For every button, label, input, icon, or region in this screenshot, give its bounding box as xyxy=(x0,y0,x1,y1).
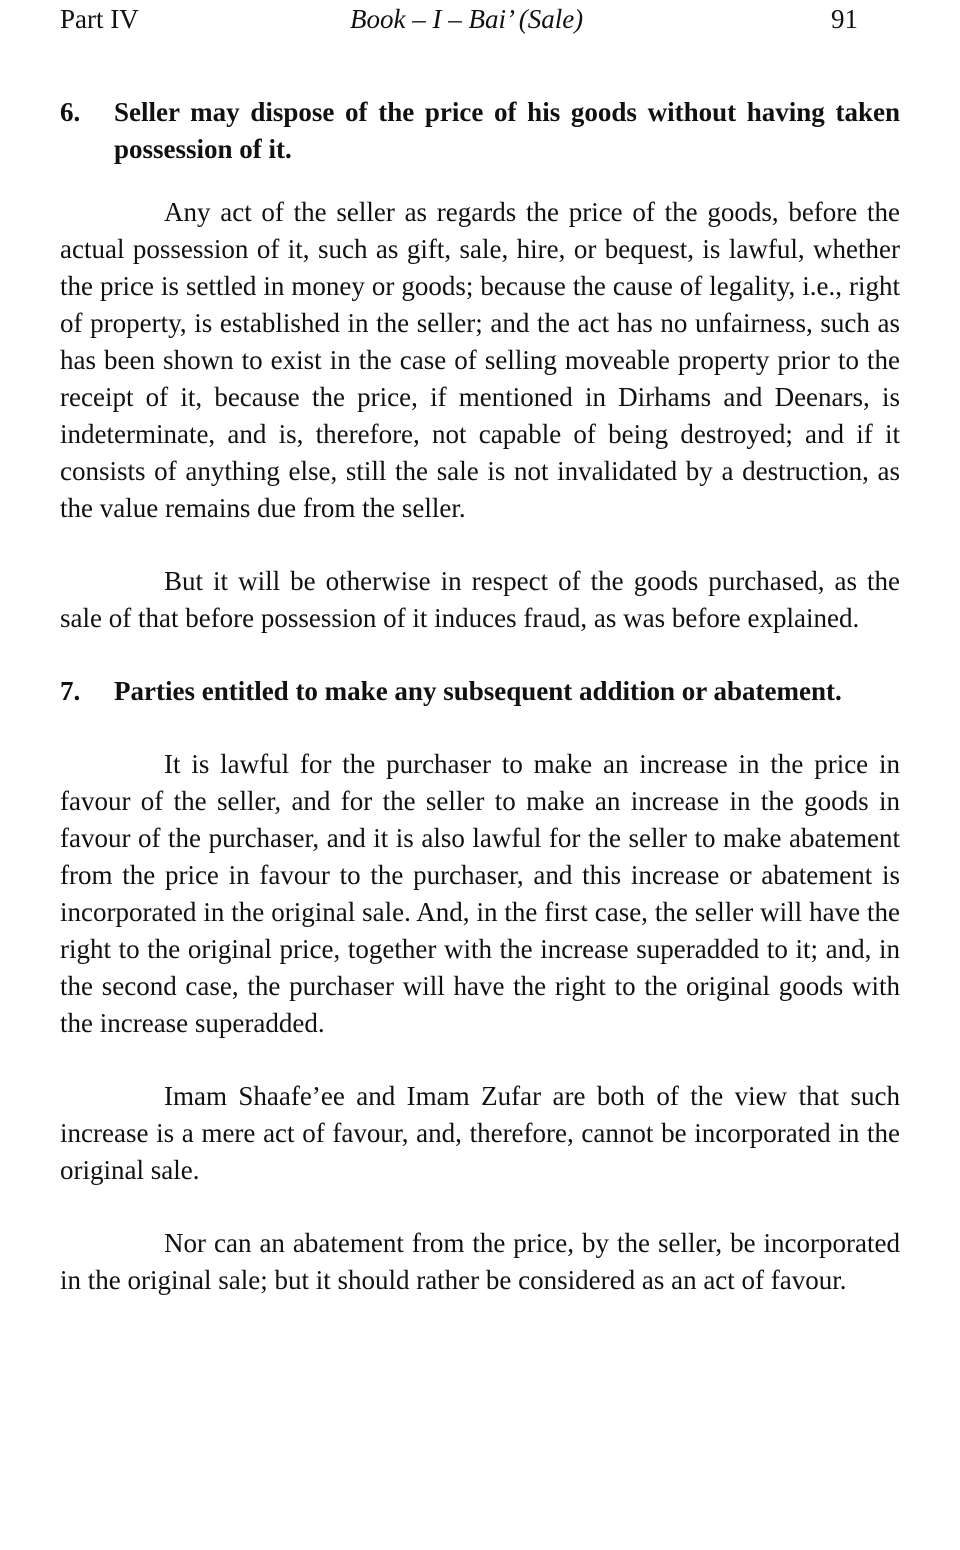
running-header xyxy=(60,0,900,46)
paragraph: Any act of the seller as regards the price of the goods, before the actual possession of it, such as gift, sale, hire, or bequest, is lawful, whether the price is settled in money or goods; because the cause of legality, i.e., right of property, is established in the seller; and the act has no unfairness, such as has been shown to exist in the case of selling moveable property prior to the receipt of it, because the price, if mentioned in Dirhams and Deenars, is indeterminate, and is, therefore, not capable of being destroyed; and if it consists of anything else, still the sale is not invalidated by a destruction, as the value remains due from the seller. xyxy=(60,197,900,523)
page-number: 91 xyxy=(831,4,858,34)
paragraph: Imam Shaafe’ee and Imam Zufar are both of the view that such increase is a mere act of favour, and, therefore, cannot be incorporated in the original sale. xyxy=(60,1081,900,1185)
paragraph: It is lawful for the purchaser to make an increase in the price in favour of the seller, and for the seller to make an increase in the goods in favour of the purchaser, and it is also lawful for the seller to make abatement from the price in favour to the purchaser, and this increase or abatement is incorporated in the original sale. And, in the first case, the seller will have the right to the original price, together with the increase superadded to it; and, in the second case, the purchaser will have the right to the original goods with the increase superadded. xyxy=(60,749,900,1038)
section-title: Parties entitled to make any subsequent addition or abatement. xyxy=(114,676,842,706)
paragraph: But it will be otherwise in respect of the goods purchased, as the sale of that before possession of it induces fraud, as was before explained. xyxy=(60,566,900,633)
section-number: 6. xyxy=(60,97,81,127)
section-number: 7. xyxy=(60,676,81,706)
book-page xyxy=(60,0,900,1299)
section-heading-6 xyxy=(60,94,900,168)
section-title: Seller may dispose of the price of his goods without having taken possession of it. xyxy=(114,97,900,164)
book-title: Book – I – Bai’ (Sale) xyxy=(350,4,584,34)
section-heading-7 xyxy=(60,673,900,710)
paragraph: Nor can an abatement from the price, by the seller, be incorporated in the original sale; but it should rather be considered as an act of favour. xyxy=(60,1228,900,1295)
part-label: Part IV xyxy=(60,4,139,34)
